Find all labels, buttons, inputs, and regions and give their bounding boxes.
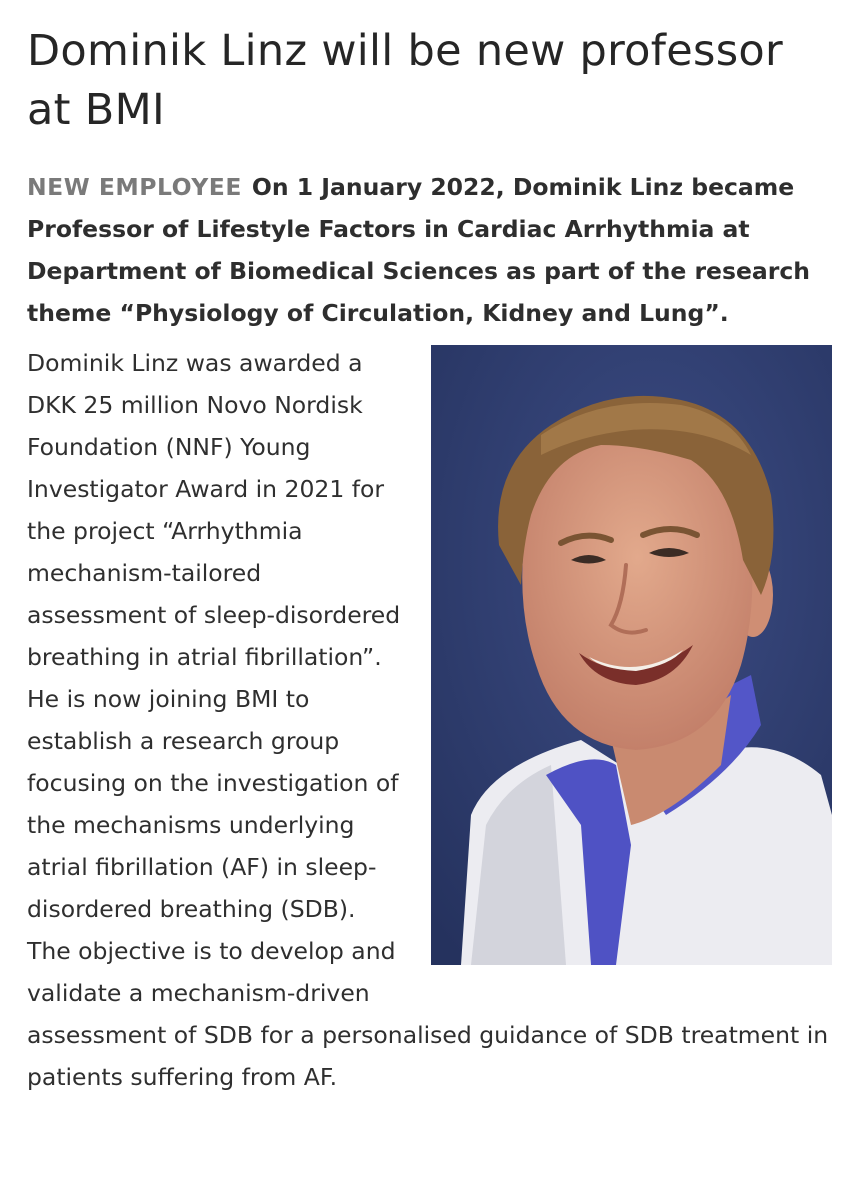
category-kicker: NEW EMPLOYEE [27,173,242,201]
body-text: Dominik Linz was awarded a DKK 25 million Novo Nordisk Foundation (NNF) Young Investigator Award in 2021 for the project “Arrhythmia mechanism-tailored assessment of sleep-disordered breathing in atrial fibrillation”. He is now joining BMI to establish a research group focusing on the investigation of the mechanisms underlying atrial fibrillation (AF) in sleep-disordered breathing (SDB). The objective is to develop and validate a mechanism-driven assessment of SDB for a personalised guidance of SDB treatment in patients suffering from AF. [27,349,829,1091]
article-lead [27,166,832,334]
article [27,22,832,1098]
portrait-photo [431,345,832,965]
article-headline: Dominik Linz will be new professor at BMI [27,26,783,135]
article-body [27,342,832,1098]
lead-text: On 1 January 2022, Dominik Linz became Professor of Lifestyle Factors in Cardiac Arrhythmia at Department of Biomedical Sciences as part of the research theme “Physiology of Circulation, Kidney and Lung”. [27,173,811,327]
